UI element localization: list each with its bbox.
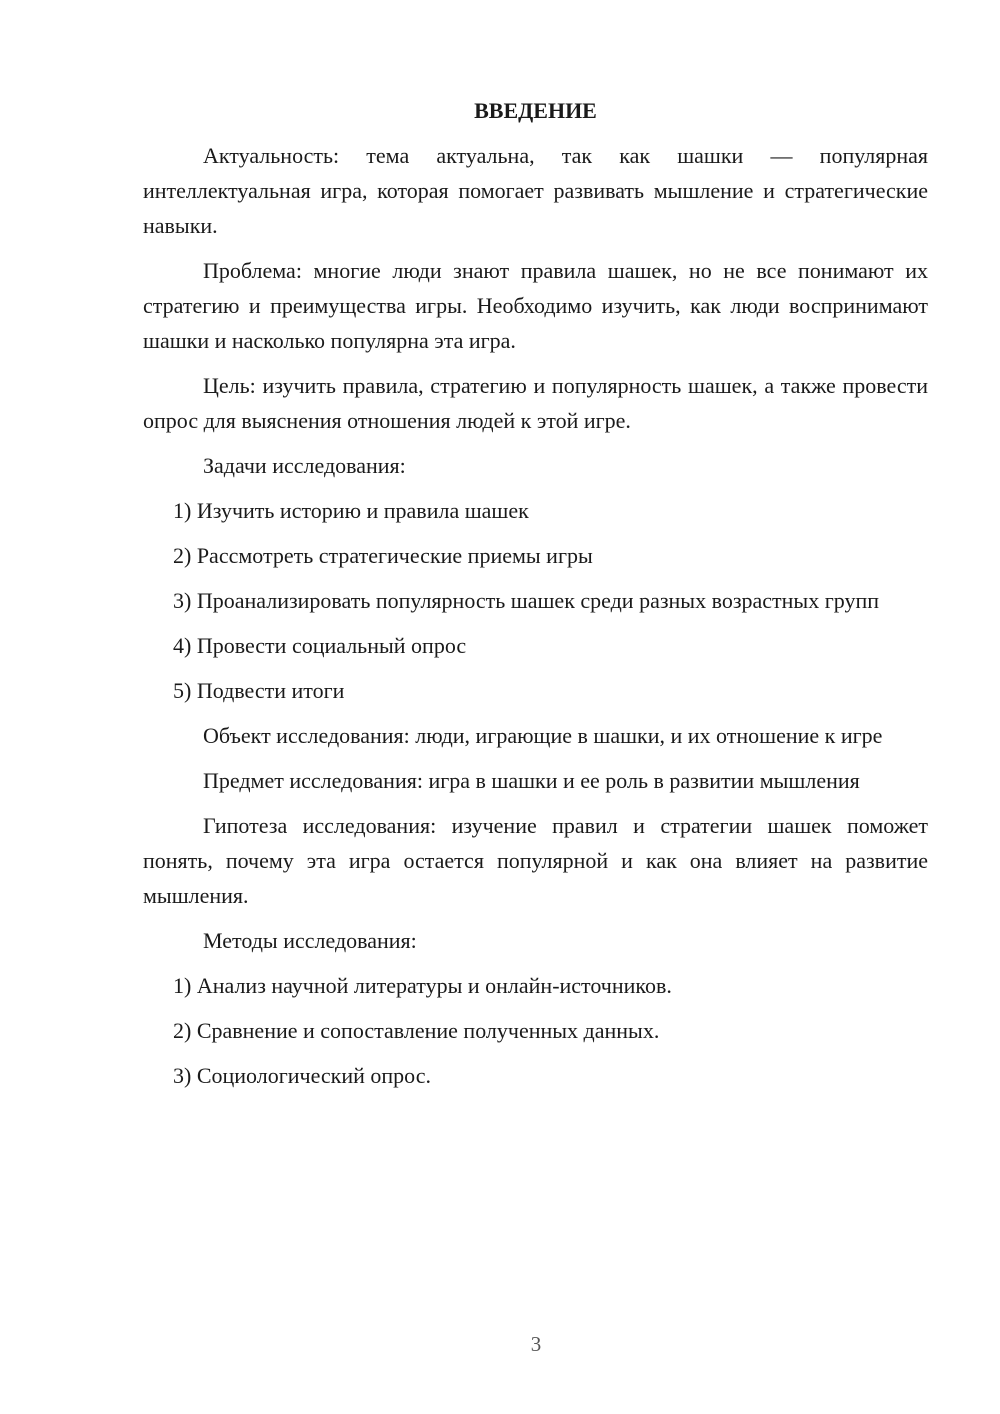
task-item: 5) Подвести итоги (173, 678, 345, 703)
section-title: ВВЕДЕНИЕ (474, 98, 597, 123)
methods-list (143, 968, 928, 1093)
problem-paragraph: Проблема: многие люди знают правила шашек, но не все понимают их стратегию и преимущества игры. Необходимо изучить, как люди воспринимают шашки и насколько популярна эта игра. (143, 258, 928, 353)
task-item: 1) Изучить историю и правила шашек (173, 498, 529, 523)
object-paragraph: Объект исследования: люди, играющие в шашки, и их отношение к игре (203, 723, 883, 748)
method-item: 1) Анализ научной литературы и онлайн-источников. (173, 973, 672, 998)
page-number: 3 (530, 1332, 542, 1356)
method-item: 2) Сравнение и сопоставление полученных данных. (173, 1018, 660, 1043)
method-item: 3) Социологический опрос. (173, 1063, 431, 1088)
hypothesis-paragraph: Гипотеза исследования: изучение правил и стратегии шашек поможет понять, почему эта игра остается популярной и как она влияет на развитие мышления. (143, 813, 928, 908)
task-item: 4) Провести социальный опрос (173, 633, 467, 658)
goal-paragraph: Цель: изучить правила, стратегию и популярность шашек, а также провести опрос для выяснения отношения людей к этой игре. (143, 373, 928, 433)
subject-paragraph: Предмет исследования: игра в шашки и ее роль в развитии мышления (203, 768, 860, 793)
task-item: 3) Проанализировать популярность шашек среди разных возрастных групп (173, 588, 879, 613)
relevance-paragraph: Актуальность: тема актуальна, так как шашки — популярная интеллектуальная игра, которая помогает развивать мышление и стратегические навыки. (143, 143, 928, 238)
methods-heading: Методы исследования: (203, 928, 417, 953)
task-item: 2) Рассмотреть стратегические приемы игры (173, 543, 593, 568)
page-content (143, 96, 928, 1103)
tasks-list (143, 493, 928, 708)
tasks-heading: Задачи исследования: (203, 453, 406, 478)
